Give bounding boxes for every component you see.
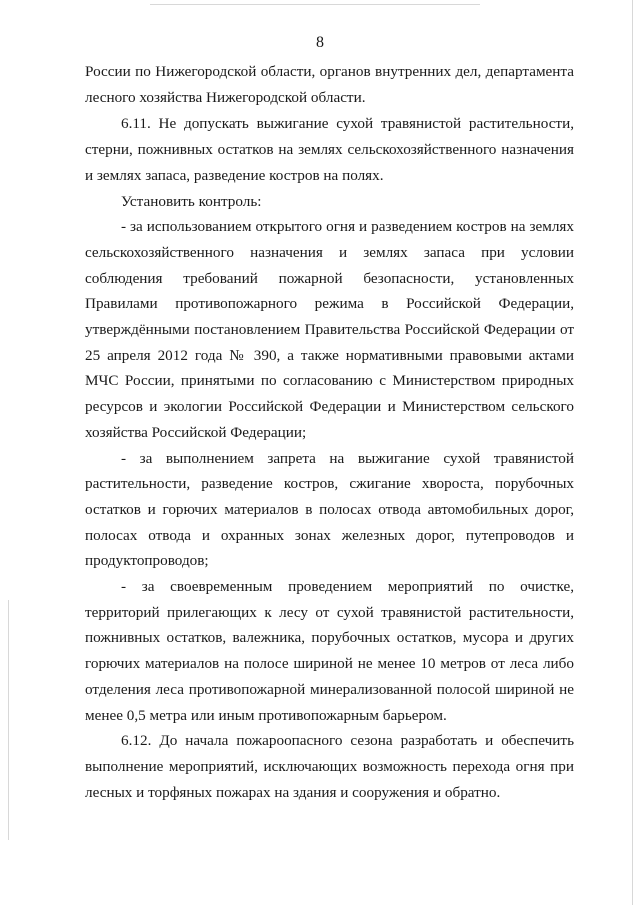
paragraph-continuation: России по Нижегородской области, органов внутренних дел, департамента лесного хозяйства Нижегородской области. [85, 63, 574, 106]
page-number: 8 [316, 34, 324, 51]
scan-edge-right [632, 0, 633, 905]
paragraph-6-12: 6.12. До начала пожароопасного сезона разработать и обеспечить выполнение мероприятий, исключающих возможность перехода огня при лесных и торфяных пожарах на здания и сооружения и обратно. [85, 732, 574, 801]
scan-edge-left [8, 600, 9, 840]
document-body [85, 59, 574, 805]
scan-edge-top [150, 4, 480, 5]
paragraph-establish-control: Установить контроль: [121, 192, 262, 210]
paragraph-control-burning-ban: - за выполнением запрета на выжигание сухой травянистой растительности, разведение костров, сжигание хвороста, порубочных остатков и горючих материалов в полосах отвода автомобильных дорог, полосах отвода и охранных зонах железных дорог, путепроводов и продуктопроводов; [85, 449, 574, 570]
paragraph-control-open-fire: - за использованием открытого огня и разведением костров на землях сельскохозяйственного назначения и землях запаса при условии соблюдения требований пожарной безопасности, установленных Правилами противопожарного режима в Российской Федерации, утверждёнными постановлением Правительства Российской Федерации от 25 апреля 2012 года № 390, а также нормативными правовыми актами МЧС России, принятыми по согласованию с Министерством природных ресурсов и экологии Российской Федерации и Министерством сельского хозяйства Российской Федерации; [85, 218, 574, 441]
paragraph-control-clearing: - за своевременным проведением мероприятий по очистке, территорий прилегающих к лесу от сухой травянистой растительности, пожнивных остатков, валежника, порубочных остатков, мусора и других горючих материалов на полосе шириной не менее 10 метров от леса либо отделения леса противопожарной минерализованной полосой шириной не менее 0,5 метра или иным противопожарным барьером. [85, 578, 574, 724]
paragraph-6-11: 6.11. Не допускать выжигание сухой травянистой растительности, стерни, пожнивных остатков на землях сельскохозяйственного назначения и землях запаса, разведение костров на полях. [85, 115, 574, 184]
